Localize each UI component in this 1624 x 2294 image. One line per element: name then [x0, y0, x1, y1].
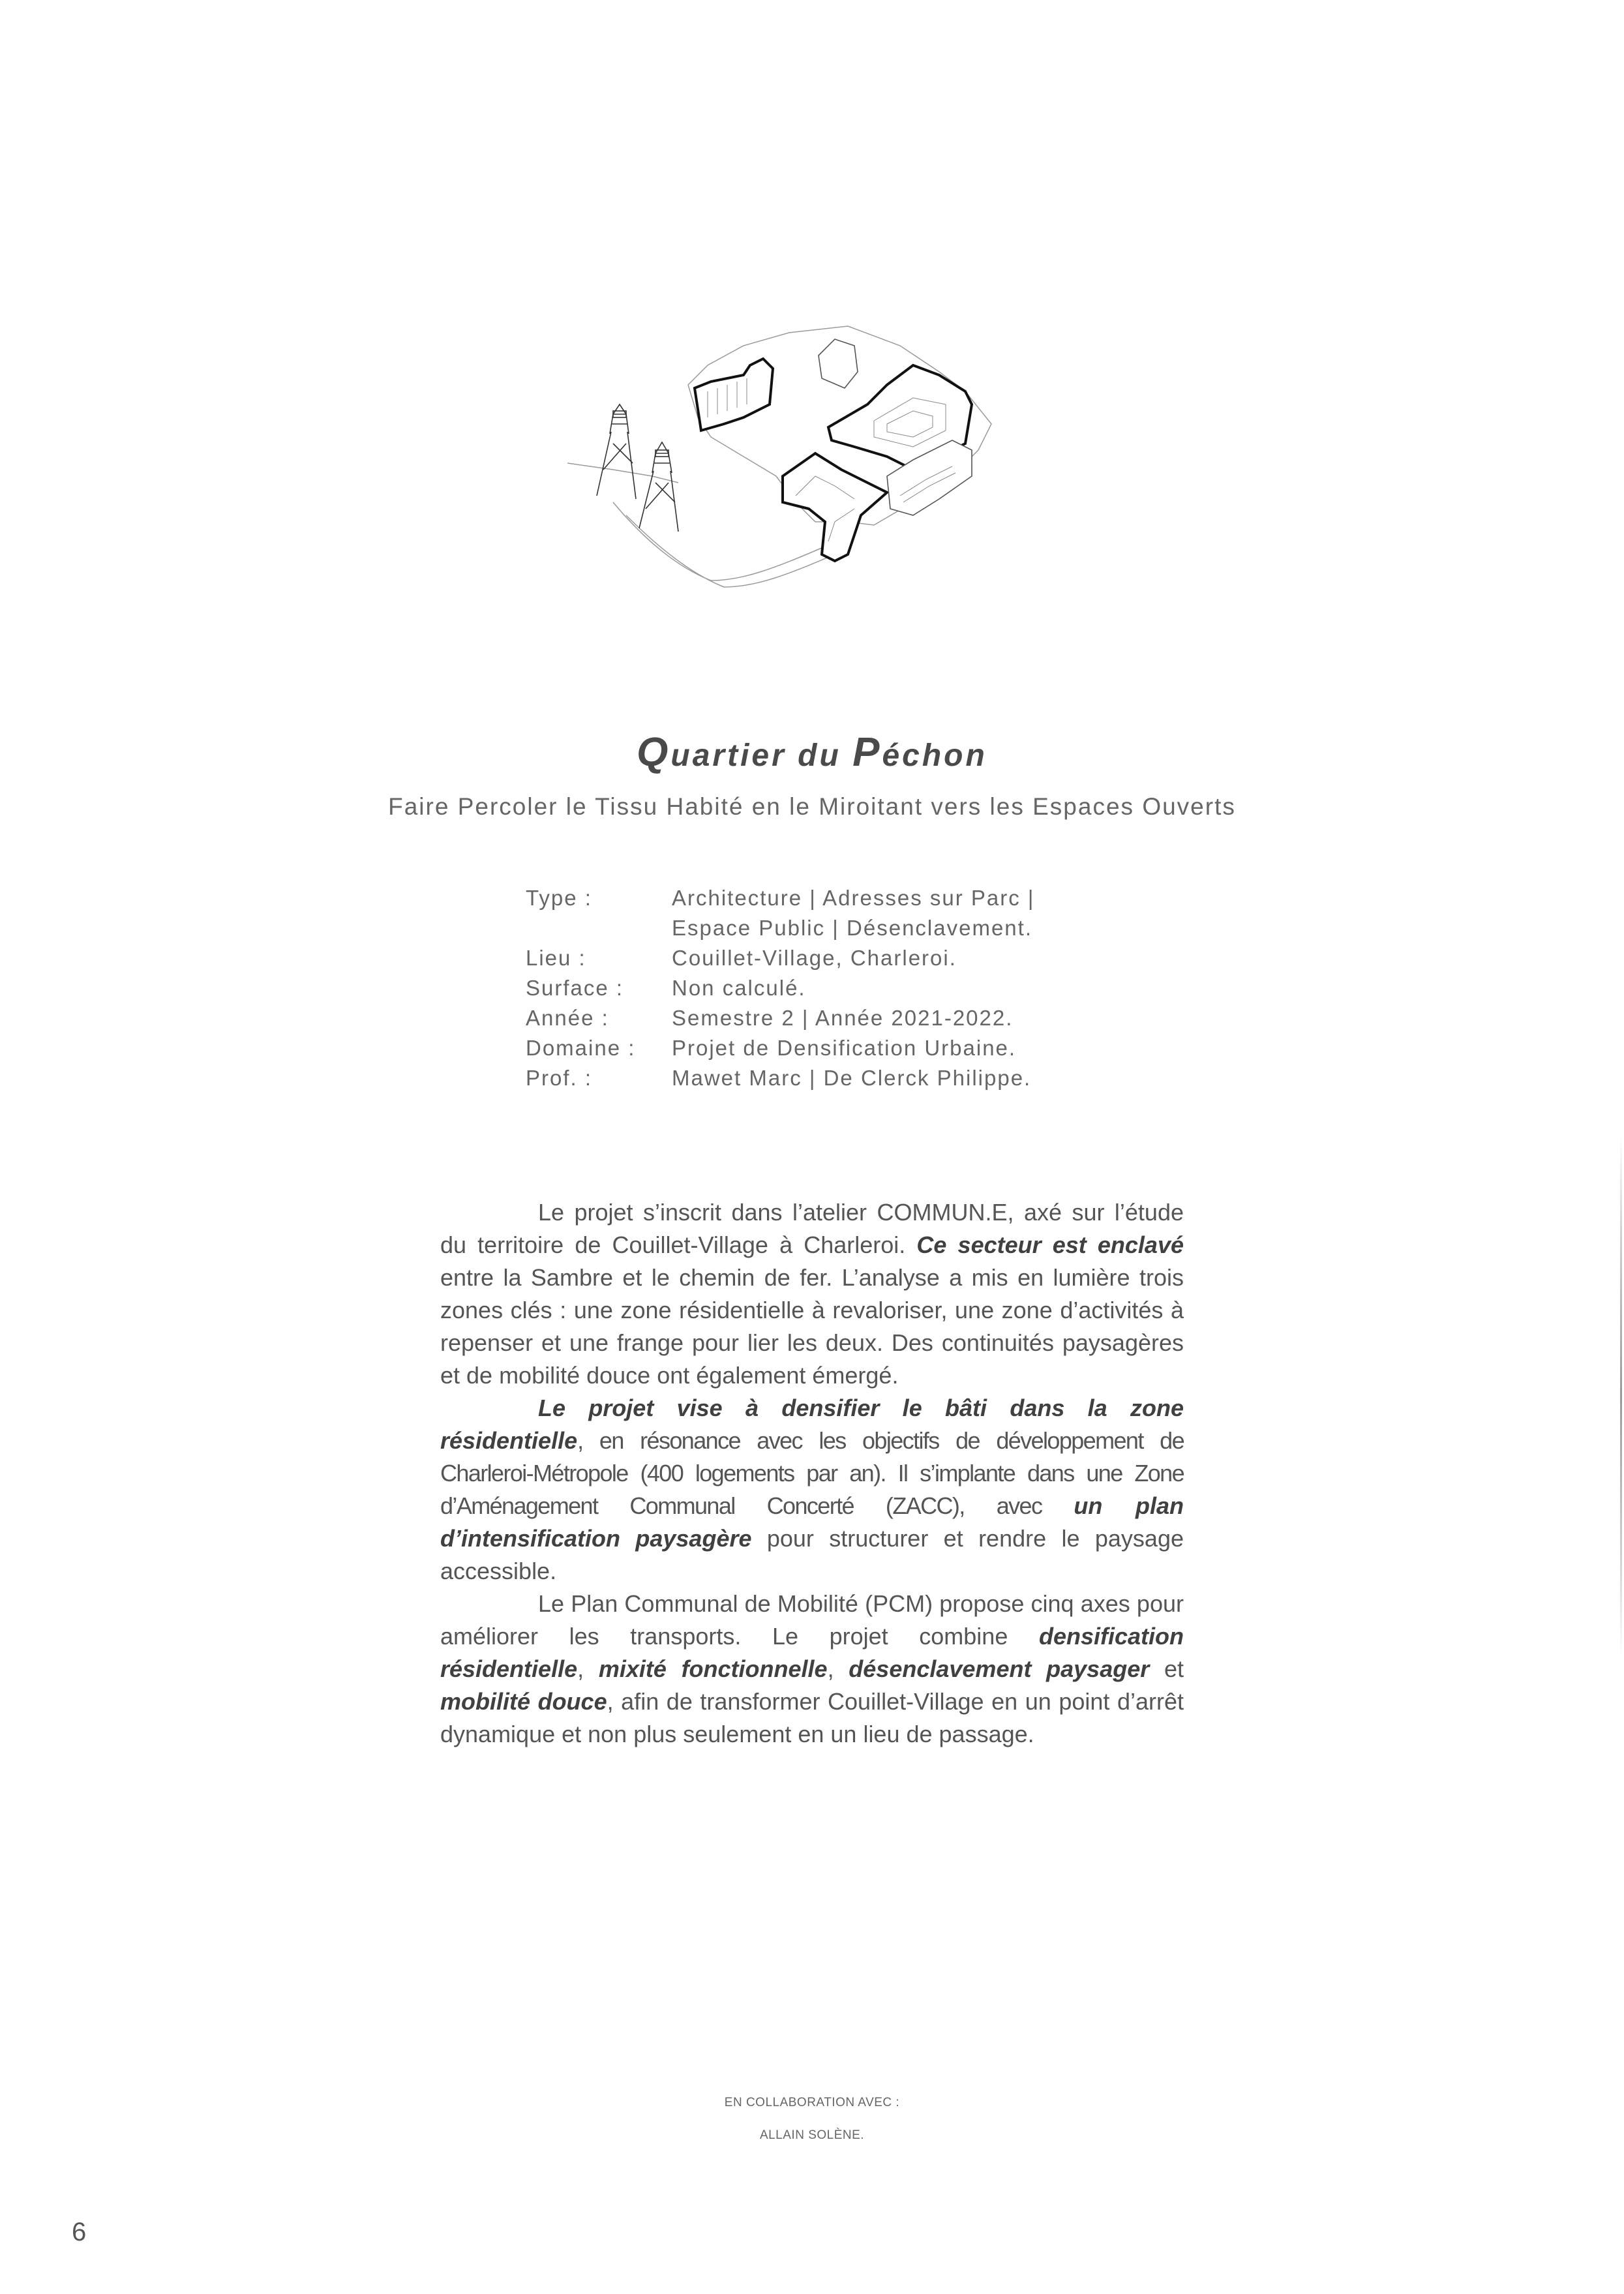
- emphasis: Le projet vise à densifier le bâti dans la zone résidentielle: [440, 1395, 1184, 1454]
- title-part-2: échon: [882, 738, 987, 773]
- emphasis: densification résidentielle: [440, 1623, 1184, 1682]
- info-label: Domaine :: [526, 1036, 636, 1060]
- title-initial-p: P: [852, 730, 882, 775]
- info-row-annee: [526, 1003, 1035, 1033]
- info-row-domaine: [526, 1033, 1035, 1063]
- text: et: [1149, 1655, 1184, 1682]
- info-value: Non calculé.: [672, 976, 806, 1000]
- title-initial-q: Q: [637, 730, 671, 775]
- mine-headframes: [597, 404, 678, 532]
- info-label: Type :: [526, 886, 592, 910]
- paragraph-1: [440, 1196, 1184, 1392]
- info-label: [526, 913, 672, 943]
- text: ,: [827, 1655, 849, 1682]
- project-info-table: [526, 883, 1035, 1093]
- text: , afin de transformer Couillet-Village en un point d’arrêt dynamique et non plus seulement en un lieu de passage.: [440, 1688, 1184, 1747]
- emphasis: Ce secteur est enclavé: [916, 1231, 1184, 1258]
- info-value: Couillet-Village, Charleroi.: [672, 946, 957, 970]
- info-label: Surface :: [526, 976, 624, 1000]
- info-value: Semestre 2 | Année 2021-2022.: [672, 1006, 1014, 1030]
- info-value: Projet de Densification Urbaine.: [672, 1036, 1017, 1060]
- text: Le Plan Communal de Mobilité (PCM) propose cinq axes pour améliorer les transports. Le projet combine: [440, 1590, 1184, 1650]
- info-row-surface: [526, 973, 1035, 1003]
- info-label: Année :: [526, 1006, 609, 1030]
- info-value: Mawet Marc | De Clerck Philippe.: [672, 1066, 1032, 1090]
- emphasis: mobilité douce: [440, 1688, 607, 1715]
- project-title: [0, 729, 1624, 776]
- page-edge-shadow: [1620, 1135, 1622, 1657]
- text: Le projet s’inscrit dans l’atelier COMMUN.E, axé sur l’étude du territoire de Couillet-Village à Charleroi.: [440, 1199, 1184, 1258]
- info-row-prof: [526, 1063, 1035, 1093]
- emphasis: désenclavement paysager: [849, 1655, 1150, 1682]
- project-description: [440, 1196, 1184, 1751]
- info-label: Lieu :: [526, 946, 586, 970]
- info-label: Prof. :: [526, 1066, 593, 1090]
- page-number: 6: [72, 2218, 87, 2246]
- axonometric-drawing: [548, 307, 1070, 613]
- collaboration-label: EN COLLABORATION AVEC :: [724, 2096, 900, 2109]
- text: entre la Sambre et le chemin de fer. L’analyse a mis en lumière trois zones clés : une zone résidentielle à revaloriser, une zone d’activités à repenser et une frange pour lier les deux. Des continuités paysagères et de mobilité douce ont également émergé.: [440, 1264, 1184, 1389]
- info-row-type: [526, 883, 1035, 913]
- emphasis: mixité fonctionnelle: [598, 1655, 828, 1682]
- info-value: Espace Public | Désenclavement.: [672, 916, 1032, 940]
- info-value: Architecture | Adresses sur Parc |: [672, 886, 1035, 910]
- paragraph-2: [440, 1392, 1184, 1588]
- text: , en résonance avec les objectifs de développement de Charleroi-Métropole (400 logements par an). Il s’implante dans une Zone d’Aménagement Communal Concerté (ZACC), avec: [440, 1427, 1184, 1519]
- paragraph-3: [440, 1588, 1184, 1751]
- collaborator-name: ALLAIN SOLÈNE.: [759, 2128, 865, 2142]
- emphasis: un plan d’intensification paysagère: [440, 1492, 1184, 1552]
- text: ,: [577, 1655, 599, 1682]
- project-subtitle: Faire Percoler le Tissu Habité en le Miroitant vers les Espaces Ouverts: [388, 793, 1236, 820]
- info-row-lieu: [526, 943, 1035, 973]
- info-row-type-cont: [526, 913, 1035, 943]
- title-part-1: uartier du: [670, 738, 853, 773]
- text: pour structurer et rendre le paysage accessible.: [440, 1525, 1184, 1584]
